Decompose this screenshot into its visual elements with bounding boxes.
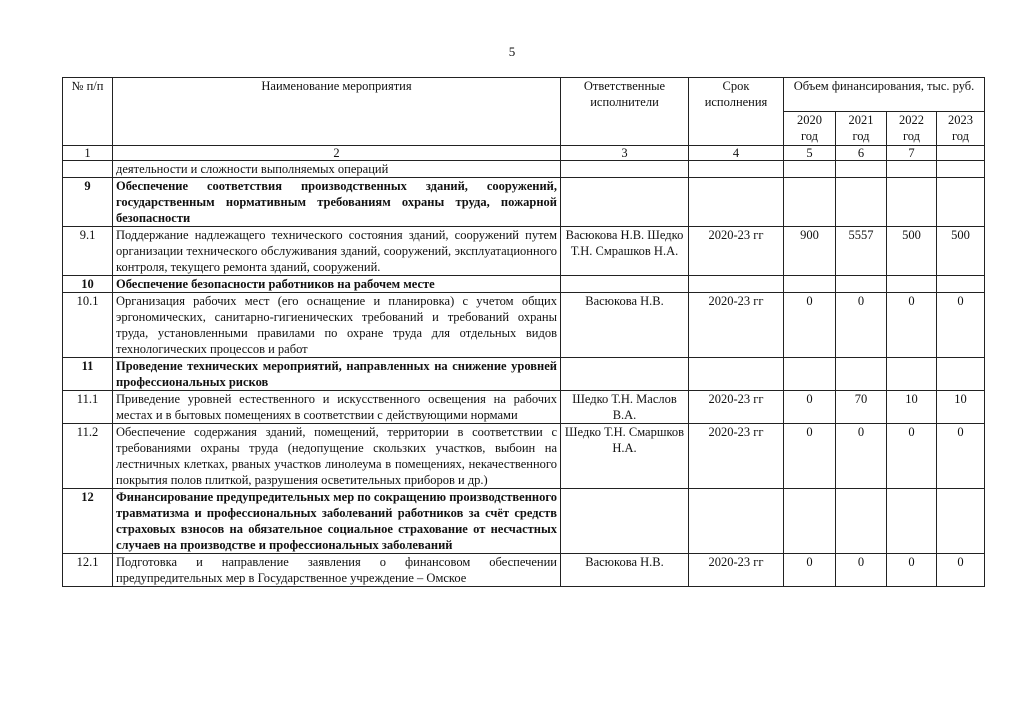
section-num: 12 xyxy=(63,489,113,554)
term: 2020-23 гг xyxy=(689,424,784,489)
measure-name: Организация рабочих мест (его оснащение и планировка) с учетом общих эргономических, санитарно-гигиенических требований и требований охраны труда, установленными правилами по охране труда для отдельных видов технологических процессов и работ xyxy=(113,293,561,358)
column-number: 2 xyxy=(113,146,561,161)
measure-name: Обеспечение содержания зданий, помещений, территории в соответствии с требованиями охраны труда (недопущение скользких участков, выбоин на лестничных клетках, рваных участков линолеума в помещениях, некачественного покрытия полов плиткой, разрушения осветительных приборов и др.) xyxy=(113,424,561,489)
responsible: Васюкова Н.В. xyxy=(561,293,689,358)
funding-2020: 0 xyxy=(784,391,836,424)
section-title: Финансирование предупредительных мер по сокращению производственного травматизма и профессиональных заболеваний работников за счёт средств страховых взносов на обязательное социальное страхование от несчастных случаев на производстве и профессиональных заболеваний xyxy=(113,489,561,554)
responsible xyxy=(561,161,689,178)
term xyxy=(689,161,784,178)
header-responsible: Ответственные исполнители xyxy=(561,78,689,146)
funding-2022: 0 xyxy=(887,554,937,587)
section-row xyxy=(63,178,985,227)
header-name: Наименование мероприятия xyxy=(113,78,561,146)
section-row xyxy=(63,358,985,391)
funding-2022 xyxy=(887,161,937,178)
funding-2021: 5557 xyxy=(836,227,887,276)
funding-2023: 10 xyxy=(937,391,985,424)
section-row xyxy=(63,489,985,554)
column-number: 7 xyxy=(887,146,937,161)
measures-table xyxy=(62,77,985,587)
funding-2023: 0 xyxy=(937,554,985,587)
section-title: Обеспечение соответствия производственных зданий, сооружений, государственным нормативным требованиям охраны труда, пожарной безопасности xyxy=(113,178,561,227)
table-row xyxy=(63,161,985,178)
section-title: Проведение технических мероприятий, направленных на снижение уровней профессиональных рисков xyxy=(113,358,561,391)
funding-2020: 0 xyxy=(784,424,836,489)
column-number: 4 xyxy=(689,146,784,161)
table-header xyxy=(63,78,985,161)
row-num: 10.1 xyxy=(63,293,113,358)
column-numbers-row xyxy=(63,146,985,161)
table-row xyxy=(63,227,985,276)
term: 2020-23 гг xyxy=(689,293,784,358)
table-row xyxy=(63,424,985,489)
column-number: 5 xyxy=(784,146,836,161)
responsible: Шедко Т.Н. Маслов В.А. xyxy=(561,391,689,424)
section-num: 9 xyxy=(63,178,113,227)
responsible: Васюкова Н.В. xyxy=(561,554,689,587)
funding-2021: 0 xyxy=(836,424,887,489)
funding-2020: 0 xyxy=(784,293,836,358)
funding-2021: 70 xyxy=(836,391,887,424)
column-number: 3 xyxy=(561,146,689,161)
column-number xyxy=(937,146,985,161)
row-num: 11.1 xyxy=(63,391,113,424)
row-num: 9.1 xyxy=(63,227,113,276)
funding-2020: 900 xyxy=(784,227,836,276)
table-row xyxy=(63,293,985,358)
column-number: 1 xyxy=(63,146,113,161)
funding-2021: 0 xyxy=(836,554,887,587)
funding-2021: 0 xyxy=(836,293,887,358)
section-num: 11 xyxy=(63,358,113,391)
page-number: 5 xyxy=(508,44,516,59)
header-year-2022: 2022 год xyxy=(887,112,937,146)
funding-2022: 10 xyxy=(887,391,937,424)
funding-2021 xyxy=(836,161,887,178)
measure-name: Поддержание надлежащего технического состояния зданий, сооружений путем организации технического обслуживания зданий, сооружений, эксплуатационного контроля, текущего ремонта зданий, сооружений. xyxy=(113,227,561,276)
measure-name: Приведение уровней естественного и искусственного освещения на рабочих местах и в бытовых помещениях в соответствии с действующими нормами xyxy=(113,391,561,424)
responsible: Шедко Т.Н. Смаршков Н.А. xyxy=(561,424,689,489)
funding-2022: 0 xyxy=(887,424,937,489)
section-row xyxy=(63,276,985,293)
table-row xyxy=(63,554,985,587)
term: 2020-23 гг xyxy=(689,227,784,276)
funding-2022: 500 xyxy=(887,227,937,276)
section-title: Обеспечение безопасности работников на рабочем месте xyxy=(113,276,561,293)
funding-2020 xyxy=(784,161,836,178)
section-num: 10 xyxy=(63,276,113,293)
row-num: 12.1 xyxy=(63,554,113,587)
term: 2020-23 гг xyxy=(689,391,784,424)
responsible: Васюкова Н.В. Шедко Т.Н. Смрашков Н.А. xyxy=(561,227,689,276)
funding-2023: 500 xyxy=(937,227,985,276)
measure-name: деятельности и сложности выполняемых операций xyxy=(113,161,561,178)
header-year-2020: 2020 год xyxy=(784,112,836,146)
header-year-2021: 2021 год xyxy=(836,112,887,146)
funding-2020: 0 xyxy=(784,554,836,587)
header-term: Срок исполнения xyxy=(689,78,784,146)
table-body xyxy=(63,161,985,587)
column-number: 6 xyxy=(836,146,887,161)
funding-2023: 0 xyxy=(937,424,985,489)
term: 2020-23 гг xyxy=(689,554,784,587)
header-year-2023: 2023 год xyxy=(937,112,985,146)
header-funding: Объем финансирования, тыс. руб. xyxy=(784,78,985,112)
funding-2022: 0 xyxy=(887,293,937,358)
measure-name: Подготовка и направление заявления о финансовом обеспечении предупредительных мер в Государственное учреждение – Омское xyxy=(113,554,561,587)
table-row xyxy=(63,391,985,424)
funding-2023 xyxy=(937,161,985,178)
header-num: № п/п xyxy=(63,78,113,146)
row-num: 11.2 xyxy=(63,424,113,489)
funding-2023: 0 xyxy=(937,293,985,358)
row-num xyxy=(63,161,113,178)
